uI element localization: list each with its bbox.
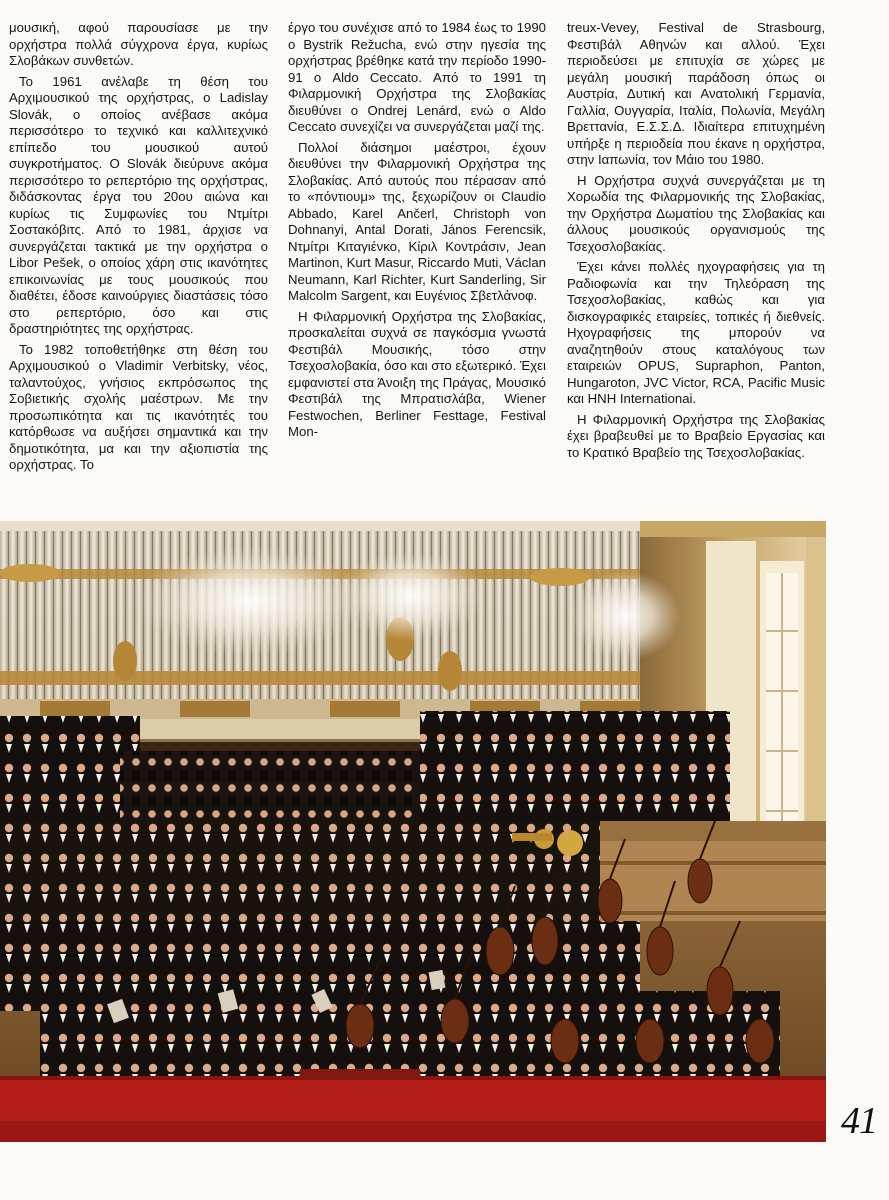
paragraph: Η Ορχήστρα συχνά συνεργάζεται με τη Χορωδία της Φιλαρμονικής της Σλοβακίας, την Ορχήστρα Δωματίου της Σλοβακίας και άλλους μουσικούς οργανισμούς της Τσεχοσλοβακίας. [567, 172, 825, 254]
orchestra-photo-illustration [0, 521, 826, 1142]
orchestra-photo [0, 521, 826, 1142]
paragraph: Το 1961 ανέλαβε τη θέση του Αρχιμουσικού της ορχήστρας, ο Ladislay Slovák, ο οποίος ανέβασε ακόμα περισσότερο το τεχνικό και καλλιτεχνικό επίπεδο του μουσικού αυτού συγκροτήματος. Ο Slovák διεύρυνε ακόμα περισσότερο το ρεπερτόριο της ορχήστρας, διδάσκοντας έργα του 20ου αιώνα και κυρίως τις Συμφωνίες του Ντμίτρι Σοστακόβιτς. Από το 1981, άρχισε να συνεργάζεται τακτικά με την ορχήστρα ο Libor Pešek, ο οποίος χάρη στις ικανότητες επικοινωνίας με τους μουσικούς που διαθέτει, έδοσε καινούργιες διαστάσεις τόσο στο ρεπερτόριο, όσο και στις δραστηριότητες της ορχήστρας. [9, 73, 268, 336]
paragraph: Η Φιλαρμονική Ορχήστρα της Σλοβακίας έχει βραβευθεί με το Βραβείο Εργασίας και το Κρατικό Βραβείο της Τσεχοσλοβακίας. [567, 411, 825, 460]
paragraph: μουσική, αφού παρουσίασε με την ορχήστρα πολλά σύγχρονα έργα, κυρίως Σλοβάκων συνθετών. [9, 20, 268, 68]
paragraph: Πολλοί διάσημοι μαέστροι, έχουν διευθύνει την Φιλαρμονική Ορχήστρα της Σλοβακίας. Από αυτούς που πέρασαν από το «πόντιουμ» της, ξεχωρίζουν οι Claudio Abbado, Karel Ančerl, Christoph von Dohnanyi, Antal Dorati, János Ferencsik, Ντμίτρι Κιταγιένκο, Κίριλ Κοντράσιν, Jean Martinon, Kurt Masur, Riccardo Muti, Václan Neumann, Karl Richter, Kurt Sanderling, Sir Malcolm Sargent, και Ευγένιος Σβετλάνοφ. [288, 139, 546, 303]
paragraph: έργο του συνέχισε από το 1984 έως το 1990 ο Bystrik Režucha, ενώ στην ηγεσία της ορχήστρας βρέθηκε κατά την περίοδο 1990-91 ο Aldo Ceccato. Από το 1991 τη Φιλαρμονική Ορχήστρα της Σλοβακίας διευθύνει ο Ondrej Lenárd, ενώ ο Aldo Ceccato συνεχίζει να συνεργάζεται μαζί της. [288, 20, 546, 134]
paragraph: Έχει κάνει πολλές ηχογραφήσεις για τη Ραδιοφωνία και την Τηλεόραση της Τσεχοσλοβακίας, καθώς και για δισκογραφικές εταιρείες, τοπικές ή διεθνείς. Ηχογραφήσεις της μπορούν να αναζητηθούν στους καταλόγους των εταιρειών OPUS, Supraphon, Panton, Hungaroton, JVC Victor, RCA, Pacific Music και HNH Internationai. [567, 259, 825, 406]
paragraph: Η Φιλαρμονική Ορχήστρα της Σλοβακίας, προσκαλείται συχνά σε παγκόσμια γνωστά Φεστιβάλ Μουσικής, τόσο στην Τσεχοσλοβακία, όσο και στο εξωτερικό. Έχει εμφανιστεί στα Άνοιξη της Πράγας, Μουσικό Φεστιβάλ της Μπρατισλάβα, Wiener Festwochen, Berliner Festtage, Festival Mon- [288, 308, 546, 439]
paragraph: Το 1982 τοποθετήθηκε στη θέση του Αρχιμουσικού ο Vladimir Verbitsky, νέος, ταλαντούχος, γνήσιος εκπρόσωπος της Σοβιετικής σχολής μαέστρων. Με την προσωπικότητα και τις ικανότητές του κατόρθωσε να αυξήσει σημαντικά και την δημοτικότητα, μα και την αξιοπιστία της ορχήστρας. Το [9, 341, 268, 472]
page-number: 41 [841, 1100, 877, 1142]
text-column-1 [9, 20, 268, 478]
text-column-3 [567, 20, 825, 465]
paragraph: treux-Vevey, Festival de Strasbourg, Φεστιβάλ Αθηνών και αλλού. Έχει περιοδεύσει με επιτυχία σε χώρες με μεγάλη μουσική παράδοση όπως οι Αυστρία, Δυτική και Ανατολική Γερμανία, Γαλλία, Ουγγαρία, Ιταλία, Πολωνία, Μεγάλη Βρεττανία, Ε.Σ.Σ.Δ. Ιδιαίτερα επιτυχημένη υπήρξε η περιοδεία που έκανε η ορχήστρα, στην Ιαπωνία, τον Μάιο του 1980. [567, 20, 825, 167]
text-column-2 [288, 20, 546, 445]
